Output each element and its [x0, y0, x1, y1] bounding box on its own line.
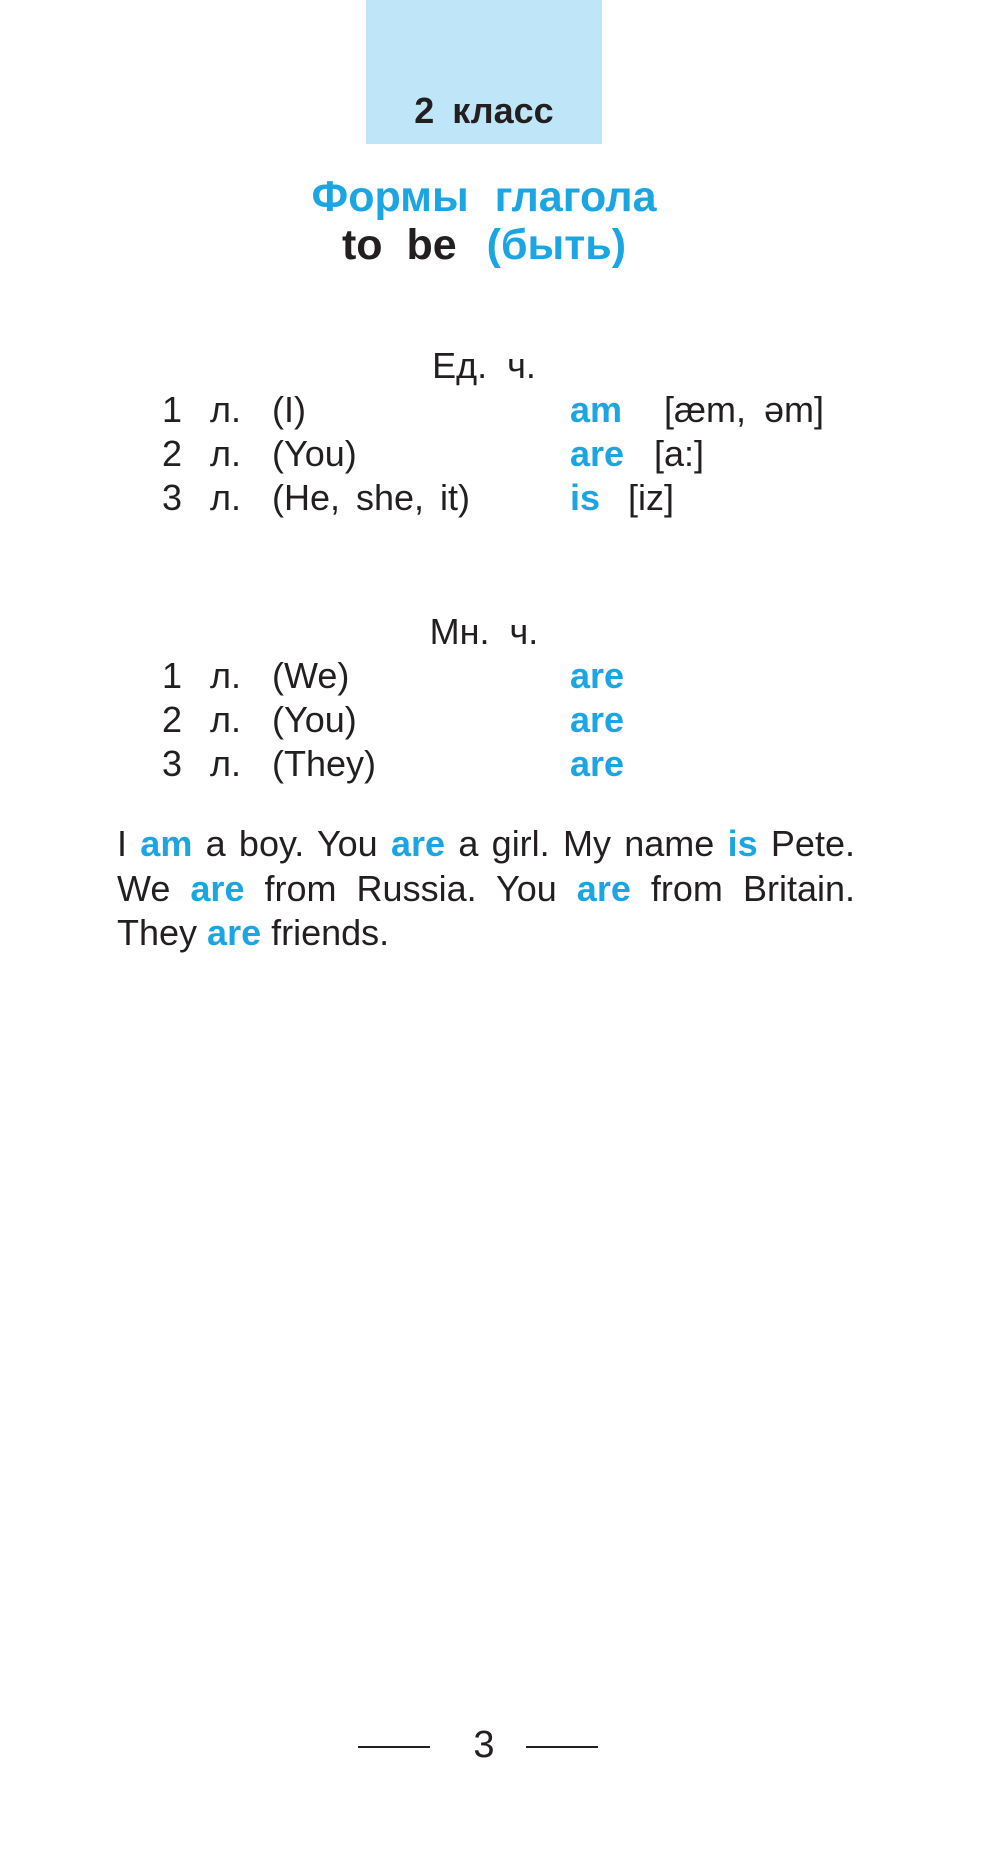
person-number: 3 [162, 743, 183, 784]
verb-highlight: are [190, 867, 245, 909]
person-number: 1 [162, 389, 183, 430]
example-text: I [117, 823, 141, 864]
example-text: from Russia. You [244, 867, 577, 909]
verb-form: are [570, 433, 625, 474]
footer-line-left [358, 1746, 430, 1748]
example-text: Pete. We [117, 823, 855, 909]
verb-form: are [570, 699, 625, 740]
page-number: 3 [473, 1724, 495, 1766]
example-text: friends. [261, 912, 390, 953]
plural-header: Мн. ч. [429, 611, 539, 652]
person-label: л. [210, 433, 242, 474]
grade-label: 2 класс [414, 90, 554, 131]
person-label: л. [210, 477, 242, 518]
page-subtitle [0, 221, 968, 269]
verb-highlight: is [727, 823, 758, 864]
person-number: 1 [162, 655, 183, 696]
pronoun: (You) [272, 699, 357, 740]
pronoun: (You) [272, 433, 357, 474]
example-text: a boy. You [192, 823, 391, 864]
person-label: л. [210, 655, 242, 696]
person-label: л. [210, 699, 242, 740]
verb-translation: (быть) [486, 221, 627, 269]
verb-form: is [570, 477, 601, 518]
pronoun: (They) [272, 743, 377, 784]
verb-highlight: am [140, 823, 193, 864]
verb-highlight: are [576, 867, 631, 909]
page-title: Формы глагола [311, 173, 657, 221]
pronoun: (We) [272, 655, 350, 696]
pronoun: (I) [272, 389, 306, 430]
example-text: from Britain. They [117, 867, 855, 953]
pronoun: (He, she, it) [272, 477, 471, 518]
grade-tab [366, 0, 602, 144]
singular-header: Ед. ч. [432, 345, 536, 386]
verb-form: are [570, 743, 625, 784]
example-text: a girl. My name [445, 823, 728, 864]
verb-highlight: are [207, 912, 262, 953]
person-label: л. [210, 389, 242, 430]
verb-form: are [570, 655, 625, 696]
verb-highlight: are [391, 823, 446, 864]
person-number: 2 [162, 699, 183, 740]
transcription: [æm, əm] [664, 389, 825, 430]
example-paragraph [117, 822, 855, 956]
verb-form: am [570, 389, 623, 430]
footer-line-right [526, 1746, 598, 1748]
transcription: [a:] [654, 433, 705, 474]
person-label: л. [210, 743, 242, 784]
person-number: 3 [162, 477, 183, 518]
verb-to-be: to be [341, 221, 457, 269]
transcription: [iz] [628, 477, 675, 518]
person-number: 2 [162, 433, 183, 474]
